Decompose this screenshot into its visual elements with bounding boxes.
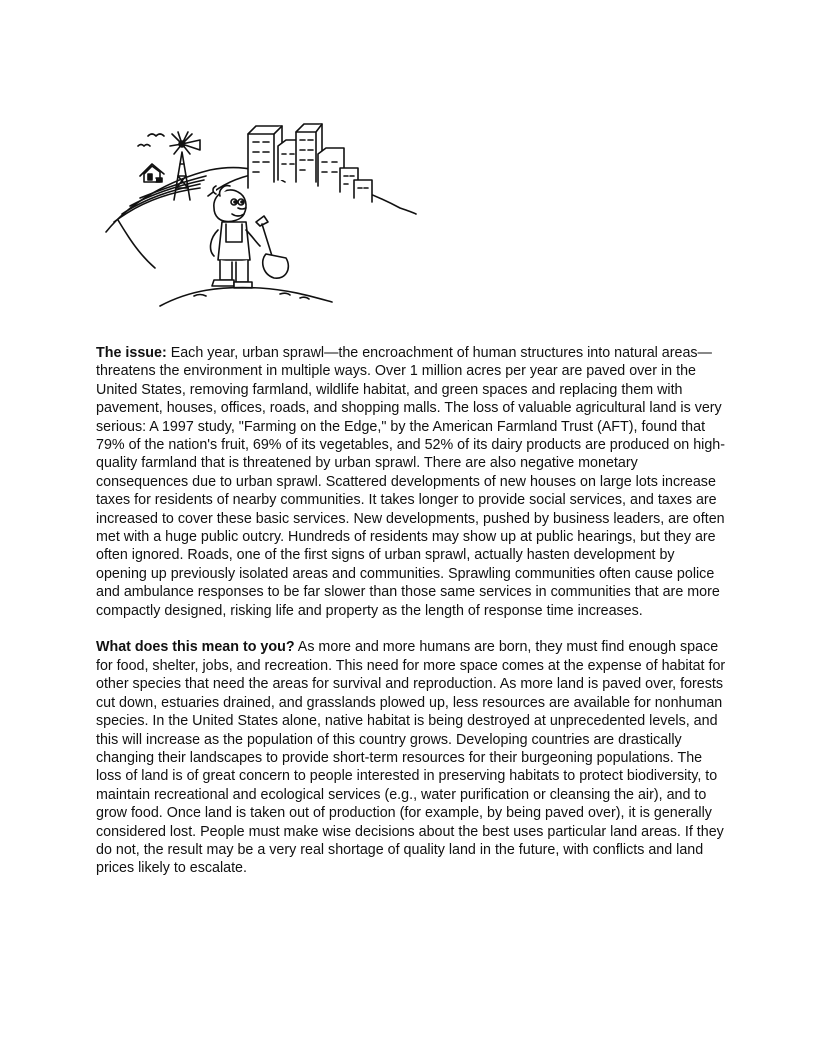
issue-heading: The issue:	[96, 345, 167, 361]
meaning-paragraph	[96, 638, 726, 877]
meaning-heading: What does this mean to you?	[96, 639, 295, 656]
city-buildings-icon	[248, 124, 372, 202]
meaning-text: As more and more humans are born, they must find enough space for food, shelter, jobs, and recreation. This need for more space comes at the expense of habitat for other species that need the areas for survival and reproduction. As more land is paved over, forests cut down, estuaries drained, and grasslands plowed up, less resources are available for nonhuman species. In the United States alone, native habitat is being destroyed at unprecedented levels, and this will increase as the population of this country grows. Developing countries are drastically changing their landscapes to provide short-term resources for their burgeoning populations. The loss of land is of great concern to people interested in preserving habitats to protect biodiversity, to maintain recreational and ecological services (e.g., water purification or cleansing the air), and to grow food. Once land is taken out of production (for example, by being paved over), it is generally considered lost. People must make wise decisions about the best uses particular land areas. If they do not, the result may be a very real shortage of quality land in the future, with conflicts and land prices likely to escalate.	[96, 639, 726, 877]
issue-text: Each year, urban sprawl—the encroachment of human structures into natural areas—threatens the environment in multiple ways. Over 1 million acres per year are paved over in the United States, removing farmland, wildlife habitat, and green spaces and replacing them with pavement, houses, offices, roads, and shopping malls. The loss of valuable agricultural land is very serious: A 1997 study, "Farming on the Edge," by the American Farmland Trust (AFT), found that 79% of the nation's fruit, 69% of its vegetables, and 52% of its dairy products are produced on high-quality farmland that is threatened by urban sprawl. There are also negative monetary consequences due to urban sprawl. Scattered developments of new houses on large lots increase taxes for residents of nearby communities. It takes longer to provide social services, and taxes are increased to cover these basic services. New developments, pushed by business leaders, are often met with a huge public outcry. Hundreds of residents may show up at public hearings, but they are often ignored. Roads, one of the first signs of urban sprawl, actually hasten development by opening up previously isolated areas and communities. Sprawling communities often cause police and ambulance responses to be far slower than those same services in communities that are more compactly designed, risking life and property as the length of response time increases.	[96, 345, 725, 619]
urban-sprawl-illustration	[100, 110, 420, 310]
issue-paragraph	[96, 344, 726, 620]
shovel-icon	[256, 216, 288, 278]
document-body	[96, 344, 726, 878]
cartoon-farmer-icon	[211, 186, 260, 288]
farmhouse-icon	[140, 164, 164, 182]
